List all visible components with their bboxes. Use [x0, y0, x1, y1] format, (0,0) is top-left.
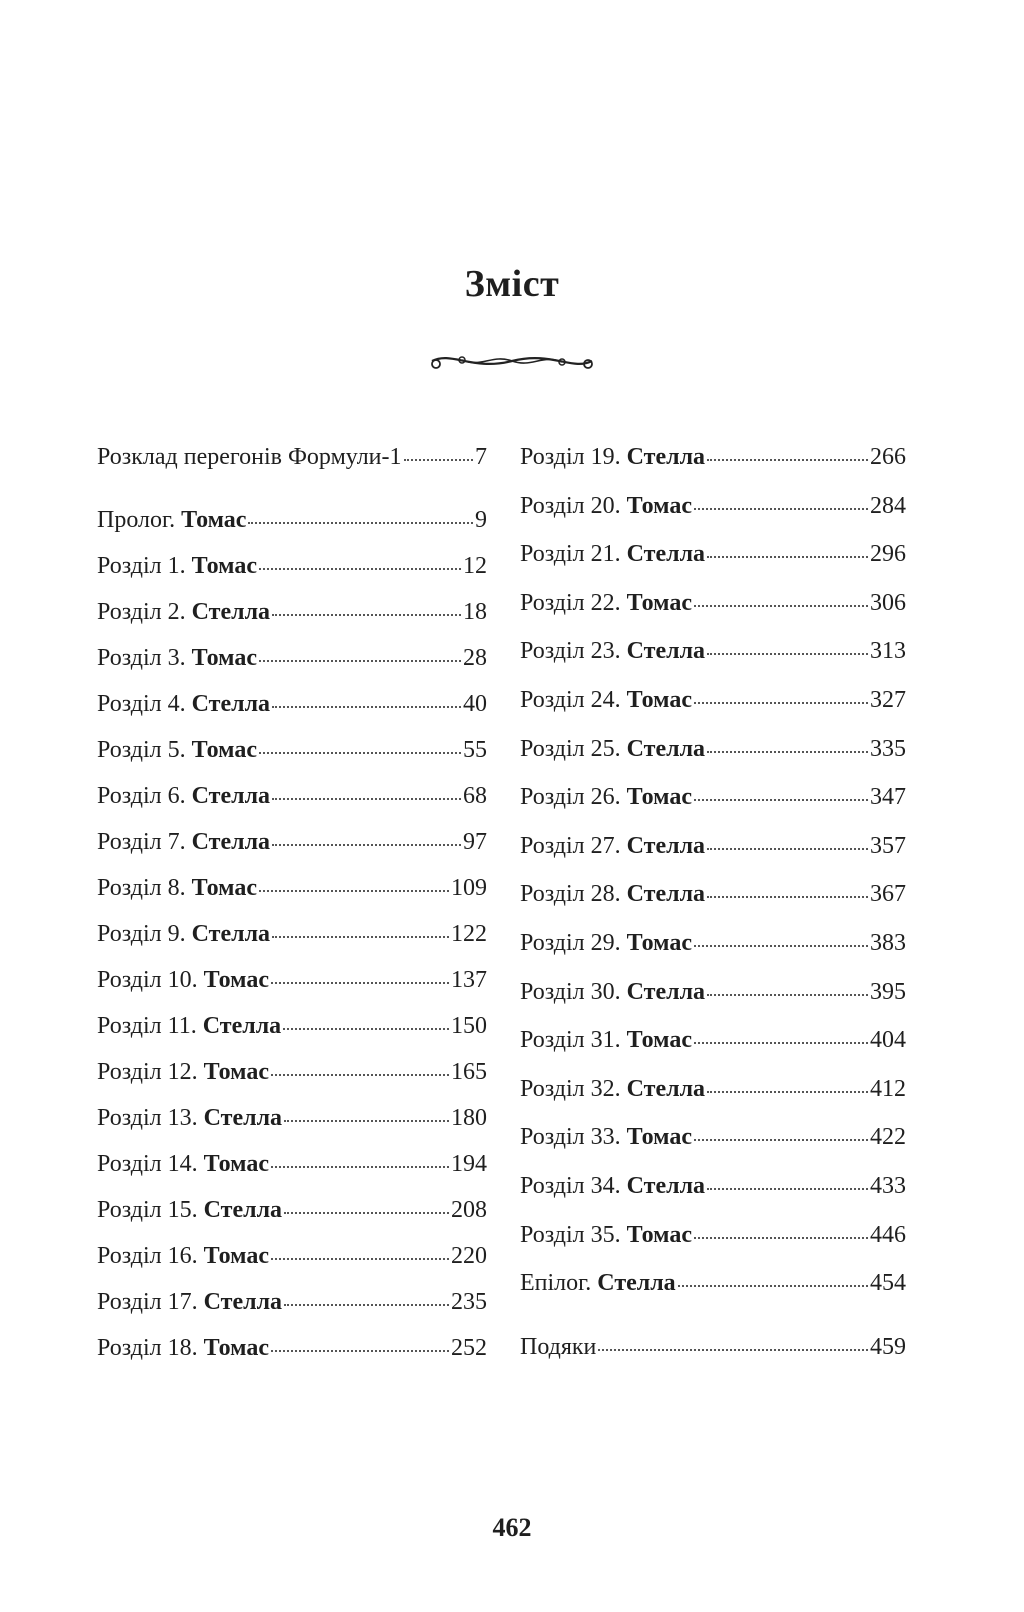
flourish-divider [422, 346, 602, 376]
dot-leader [259, 568, 461, 570]
toc-entry-title [97, 1147, 269, 1181]
toc-entry-title [520, 1023, 692, 1057]
dot-leader [694, 945, 868, 947]
toc-entry-prefix: Розділ 12. [97, 1059, 198, 1085]
dot-leader [707, 994, 868, 996]
toc-entry [97, 1331, 487, 1365]
toc-entry [520, 683, 906, 717]
toc-entry-page: 327 [870, 687, 906, 713]
toc-entry-prefix: Розділ 13. [97, 1105, 198, 1131]
toc-entry-prefix: Розділ 2. [97, 599, 186, 625]
toc-entry-narrator: Томас [191, 553, 257, 579]
dot-leader [284, 1212, 449, 1214]
toc-entry-page: 412 [870, 1075, 906, 1102]
toc-entry-narrator: Томас [181, 507, 247, 533]
toc-entry-title [97, 917, 270, 951]
toc-entry [97, 917, 487, 951]
toc-entry [97, 1009, 487, 1043]
dot-leader [271, 1350, 449, 1352]
dot-leader [694, 702, 868, 704]
toc-entry-prefix: Розділ 34. [520, 1173, 621, 1199]
toc-entry [520, 1266, 906, 1300]
toc-entry-page: 194 [451, 1151, 487, 1177]
toc-entry-page: 165 [451, 1059, 487, 1085]
toc-entry-prefix: Пролог. [97, 507, 176, 533]
toc-entry-prefix: Розклад перегонів Формули-1 [97, 444, 402, 470]
dot-leader [271, 982, 449, 984]
toc-entry-prefix: Розділ 30. [520, 978, 621, 1005]
toc-entry-page: 18 [463, 599, 487, 625]
toc-entry [520, 1218, 906, 1252]
toc-entry [97, 503, 487, 537]
toc-entry-title [97, 549, 257, 583]
toc-entry [97, 963, 487, 997]
toc-entry-title [520, 1330, 596, 1364]
toc-entry-narrator: Томас [626, 1027, 692, 1054]
toc-entry [97, 549, 487, 583]
dot-leader [259, 890, 449, 892]
toc-entry-prefix: Розділ 10. [97, 967, 198, 993]
dot-leader [272, 798, 461, 800]
dot-leader [598, 1349, 868, 1351]
toc-entry-narrator: Томас [203, 1059, 269, 1085]
toc-entry-page: 404 [870, 1027, 906, 1054]
dot-leader [272, 614, 461, 616]
toc-entry-title [97, 871, 257, 905]
toc-entry-narrator: Томас [203, 1335, 269, 1361]
toc-entry-narrator: Томас [626, 1124, 692, 1151]
toc-entry-title [97, 503, 246, 537]
toc-entry-title [97, 779, 270, 813]
dot-leader [694, 1139, 868, 1141]
toc-entry-prefix: Розділ 21. [520, 541, 621, 568]
toc-entry [520, 1169, 906, 1203]
toc-entry-prefix: Розділ 3. [97, 645, 186, 671]
toc-entry [97, 1239, 487, 1273]
dot-leader [248, 522, 473, 524]
toc-entry-page: 335 [870, 735, 906, 762]
toc-entry-prefix: Розділ 19. [520, 444, 621, 470]
toc-entry [520, 537, 906, 571]
toc-entry-title [97, 825, 270, 859]
toc-entry-page: 313 [870, 638, 906, 665]
toc-entry [520, 829, 906, 863]
dot-leader [707, 1188, 868, 1190]
dot-leader [284, 1120, 449, 1122]
toc-entry [97, 871, 487, 905]
toc-entry-page: 422 [870, 1124, 906, 1151]
toc-entry-narrator: Томас [626, 784, 692, 811]
toc-entry [97, 825, 487, 859]
toc-entry-prefix: Розділ 15. [97, 1197, 198, 1223]
toc-entry-prefix: Розділ 32. [520, 1075, 621, 1102]
toc-entry-page: 97 [463, 829, 487, 855]
toc-entry-narrator: Стелла [191, 921, 271, 947]
toc-entry-narrator: Томас [203, 967, 269, 993]
toc-entry [97, 1055, 487, 1089]
toc-entry [520, 1072, 906, 1106]
toc-entry-title [97, 1009, 281, 1043]
toc-entry-prefix: Розділ 28. [520, 881, 621, 908]
toc-entry-page: 122 [451, 921, 487, 947]
toc-entry-narrator: Стелла [626, 444, 706, 470]
toc-entry-prefix: Епілог. [520, 1270, 592, 1297]
toc-entry-title [520, 926, 692, 960]
toc-entry-prefix: Розділ 22. [520, 589, 621, 616]
toc-entry-prefix: Розділ 27. [520, 832, 621, 859]
toc-entry-prefix: Розділ 29. [520, 930, 621, 956]
dot-leader [272, 844, 461, 846]
toc-entry-title [520, 780, 692, 814]
toc-entry-page: 137 [451, 967, 487, 993]
dot-leader [272, 936, 449, 938]
toc-entry-prefix: Розділ 31. [520, 1027, 621, 1054]
toc-entry-narrator: Стелла [626, 1075, 706, 1102]
dot-leader [707, 848, 868, 850]
toc-entry-page: 454 [870, 1270, 906, 1297]
toc-entry [520, 926, 906, 960]
toc-entry-title [97, 687, 270, 721]
toc-entry-page: 266 [870, 444, 906, 470]
toc-entry-title [97, 1101, 282, 1135]
toc-entry [97, 641, 487, 675]
toc-entry-narrator: Стелла [626, 832, 706, 859]
toc-entry [520, 1330, 906, 1364]
toc-entry-title [520, 975, 705, 1009]
toc-entry-title [97, 1331, 269, 1365]
toc-entry-page: 220 [451, 1243, 487, 1269]
toc-entry [97, 733, 487, 767]
toc-entry-title [520, 440, 705, 474]
toc-entry-title [97, 733, 257, 767]
dot-leader [284, 1304, 449, 1306]
toc-entry-narrator: Томас [203, 1151, 269, 1177]
toc-entry-narrator: Стелла [191, 783, 271, 809]
toc-entry-title [520, 877, 705, 911]
dot-leader [404, 459, 473, 461]
toc-entry-narrator: Томас [203, 1243, 269, 1269]
toc-entry-title [520, 489, 692, 523]
toc-entry-prefix: Розділ 16. [97, 1243, 198, 1269]
dot-leader [694, 1042, 868, 1044]
toc-entry-page: 55 [463, 737, 487, 763]
toc-entry-title [97, 1239, 269, 1273]
toc-entry-prefix: Подяки [520, 1334, 597, 1360]
dot-leader [707, 459, 868, 461]
toc-entry-narrator: Стелла [626, 978, 706, 1005]
toc-entry-narrator: Томас [191, 875, 257, 901]
toc-entry-narrator: Стелла [191, 691, 271, 717]
toc-entry-page: 433 [870, 1173, 906, 1199]
toc-entry-page: 28 [463, 645, 487, 671]
dot-leader [694, 605, 868, 607]
toc-entry-prefix: Розділ 8. [97, 875, 186, 901]
toc-entry [97, 1285, 487, 1319]
toc-entry-prefix: Розділ 20. [520, 492, 621, 519]
toc-entry-prefix: Розділ 26. [520, 784, 621, 811]
toc-entry-page: 9 [475, 507, 487, 533]
toc-entry-prefix: Розділ 25. [520, 735, 621, 762]
toc-entry-page: 284 [870, 492, 906, 519]
toc-entry-narrator: Стелла [626, 881, 706, 908]
toc-entry-prefix: Розділ 4. [97, 691, 186, 717]
toc-entry-title [520, 1120, 692, 1154]
dot-leader [707, 751, 868, 753]
toc-entry-page: 235 [451, 1289, 487, 1315]
page-number: 462 [492, 1513, 532, 1542]
toc-entry-prefix: Розділ 33. [520, 1124, 621, 1151]
toc-entry-prefix: Розділ 7. [97, 829, 186, 855]
toc-entry [520, 1120, 906, 1154]
toc-entry [97, 1193, 487, 1227]
toc-entry-title [97, 595, 270, 629]
dot-leader [283, 1028, 449, 1030]
toc-entry-narrator: Стелла [202, 1013, 282, 1039]
toc-entry-prefix: Розділ 5. [97, 737, 186, 763]
toc-entry [520, 440, 906, 474]
toc-entry-title [97, 963, 269, 997]
toc-entry-title [97, 1055, 269, 1089]
toc-entry-page: 109 [451, 875, 487, 901]
toc-entry-narrator: Томас [626, 492, 692, 519]
toc-entry [97, 440, 487, 474]
toc-entry-page: 7 [475, 444, 487, 470]
toc-entry-page: 347 [870, 784, 906, 811]
toc-entry-title [520, 634, 705, 668]
dot-leader [707, 556, 868, 558]
toc-entry-page: 12 [463, 553, 487, 579]
toc-entry-prefix: Розділ 9. [97, 921, 186, 947]
toc-entry-narrator: Стелла [203, 1197, 283, 1223]
toc-entry-title [97, 1193, 282, 1227]
toc-entry-prefix: Розділ 35. [520, 1221, 621, 1248]
toc-entry [97, 1147, 487, 1181]
page-title: Зміст [464, 263, 560, 305]
dot-leader [271, 1258, 449, 1260]
toc-entry-prefix: Розділ 17. [97, 1289, 198, 1315]
toc-entry-narrator: Стелла [597, 1270, 676, 1297]
toc-entry-narrator: Томас [626, 589, 692, 616]
toc-entry-page: 40 [463, 691, 487, 717]
toc-entry-title [520, 1218, 692, 1252]
toc-entry-prefix: Розділ 1. [97, 553, 186, 579]
toc-entry-page: 68 [463, 783, 487, 809]
toc-entry-narrator: Томас [626, 687, 692, 713]
toc-entry-page: 180 [451, 1105, 487, 1131]
toc-entry-title [520, 1169, 705, 1203]
toc-entry-page: 395 [870, 978, 906, 1005]
toc-entry-title [520, 732, 705, 766]
toc-entry [97, 779, 487, 813]
toc-entry-title [97, 1285, 282, 1319]
toc-entry-prefix: Розділ 24. [520, 687, 621, 713]
toc-entry-title [520, 683, 692, 717]
toc-entry-title [520, 586, 692, 620]
dot-leader [259, 660, 461, 662]
dot-leader [259, 752, 461, 754]
toc-entry-page: 459 [870, 1334, 906, 1360]
dot-leader [694, 1237, 868, 1239]
toc-entry-page: 150 [451, 1013, 487, 1039]
toc-entry [97, 687, 487, 721]
toc-entry-narrator: Томас [626, 1221, 692, 1248]
toc-entry-title [520, 829, 705, 863]
dot-leader [272, 706, 461, 708]
toc-entry-page: 306 [870, 589, 906, 616]
toc-entry-page: 252 [451, 1335, 487, 1361]
toc-entry-page: 296 [870, 541, 906, 568]
toc-entry-page: 367 [870, 881, 906, 908]
dot-leader [271, 1166, 449, 1168]
toc-entry-narrator: Стелла [203, 1289, 283, 1315]
toc-entry [520, 489, 906, 523]
toc-entry-narrator: Стелла [626, 638, 706, 665]
toc-entry-narrator: Стелла [626, 1173, 706, 1199]
toc-entry-prefix: Розділ 18. [97, 1335, 198, 1361]
toc-entry [520, 877, 906, 911]
dot-leader [694, 508, 868, 510]
toc-entry-narrator: Томас [626, 930, 692, 956]
toc-entry-narrator: Стелла [626, 541, 706, 568]
toc-entry-narrator: Томас [191, 645, 257, 671]
dot-leader [707, 653, 868, 655]
toc-entry-title [520, 1072, 705, 1106]
toc-entry-page: 208 [451, 1197, 487, 1223]
toc-entry [97, 1101, 487, 1135]
toc-entry [520, 975, 906, 1009]
toc-entry [520, 780, 906, 814]
toc-entry [520, 586, 906, 620]
dot-leader [678, 1285, 868, 1287]
dot-leader [707, 1091, 868, 1093]
dot-leader [707, 896, 868, 898]
toc-entry [97, 595, 487, 629]
toc-entry [520, 1023, 906, 1057]
toc-entry-narrator: Стелла [191, 829, 271, 855]
toc-entry-title [520, 537, 705, 571]
toc-entry-title [97, 641, 257, 675]
toc-entry-prefix: Розділ 6. [97, 783, 186, 809]
toc-entry-narrator: Стелла [626, 735, 706, 762]
toc-entry [520, 732, 906, 766]
toc-entry [520, 634, 906, 668]
toc-entry-title [97, 440, 402, 474]
toc-entry-prefix: Розділ 23. [520, 638, 621, 665]
toc-entry-page: 446 [870, 1221, 906, 1248]
toc-entry-page: 357 [870, 832, 906, 859]
toc-entry-page: 383 [870, 930, 906, 956]
dot-leader [271, 1074, 449, 1076]
toc-entry-narrator: Томас [191, 737, 257, 763]
toc-entry-narrator: Стелла [203, 1105, 283, 1131]
toc-entry-prefix: Розділ 11. [97, 1013, 197, 1039]
toc-entry-narrator: Стелла [191, 599, 271, 625]
toc-entry-prefix: Розділ 14. [97, 1151, 198, 1177]
dot-leader [694, 799, 868, 801]
toc-entry-title [520, 1266, 676, 1300]
